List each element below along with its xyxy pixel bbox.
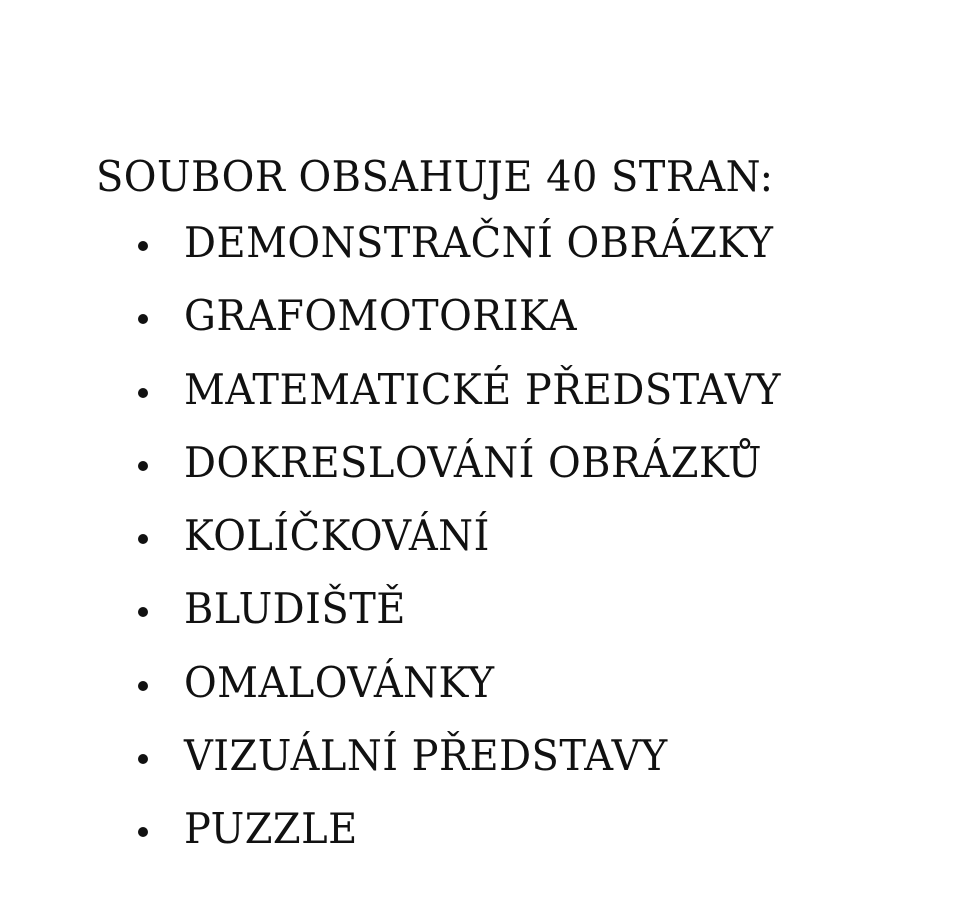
list-item-label: MATEMATICKÉ PŘEDSTAVY (184, 364, 781, 414)
list-item-label: DOKRESLOVÁNÍ OBRÁZKŮ (184, 437, 762, 487)
bullet-icon (138, 827, 148, 837)
list-item-label: PUZZLE (184, 804, 358, 854)
list-item-label: KOLÍČKOVÁNÍ (184, 511, 490, 561)
bullet-icon (138, 607, 148, 617)
list-item-label: BLUDIŠTĚ (184, 584, 406, 634)
page-heading: SOUBOR OBSAHUJE 40 STRAN: (96, 152, 774, 201)
bullet-icon (138, 314, 148, 324)
bullet-icon (138, 241, 148, 251)
list-item-label: DEMONSTRAČNÍ OBRÁZKY (184, 218, 774, 267)
list-item-label: GRAFOMOTORIKA (184, 291, 578, 341)
bullet-icon (138, 754, 148, 764)
list-item-label: VIZUÁLNÍ PŘEDSTAVY (184, 731, 668, 781)
list-item-label: OMALOVÁNKY (184, 657, 495, 707)
bullet-icon (138, 534, 148, 544)
bullet-icon (138, 461, 148, 471)
bullet-icon (138, 681, 148, 691)
bullet-icon (138, 388, 148, 398)
